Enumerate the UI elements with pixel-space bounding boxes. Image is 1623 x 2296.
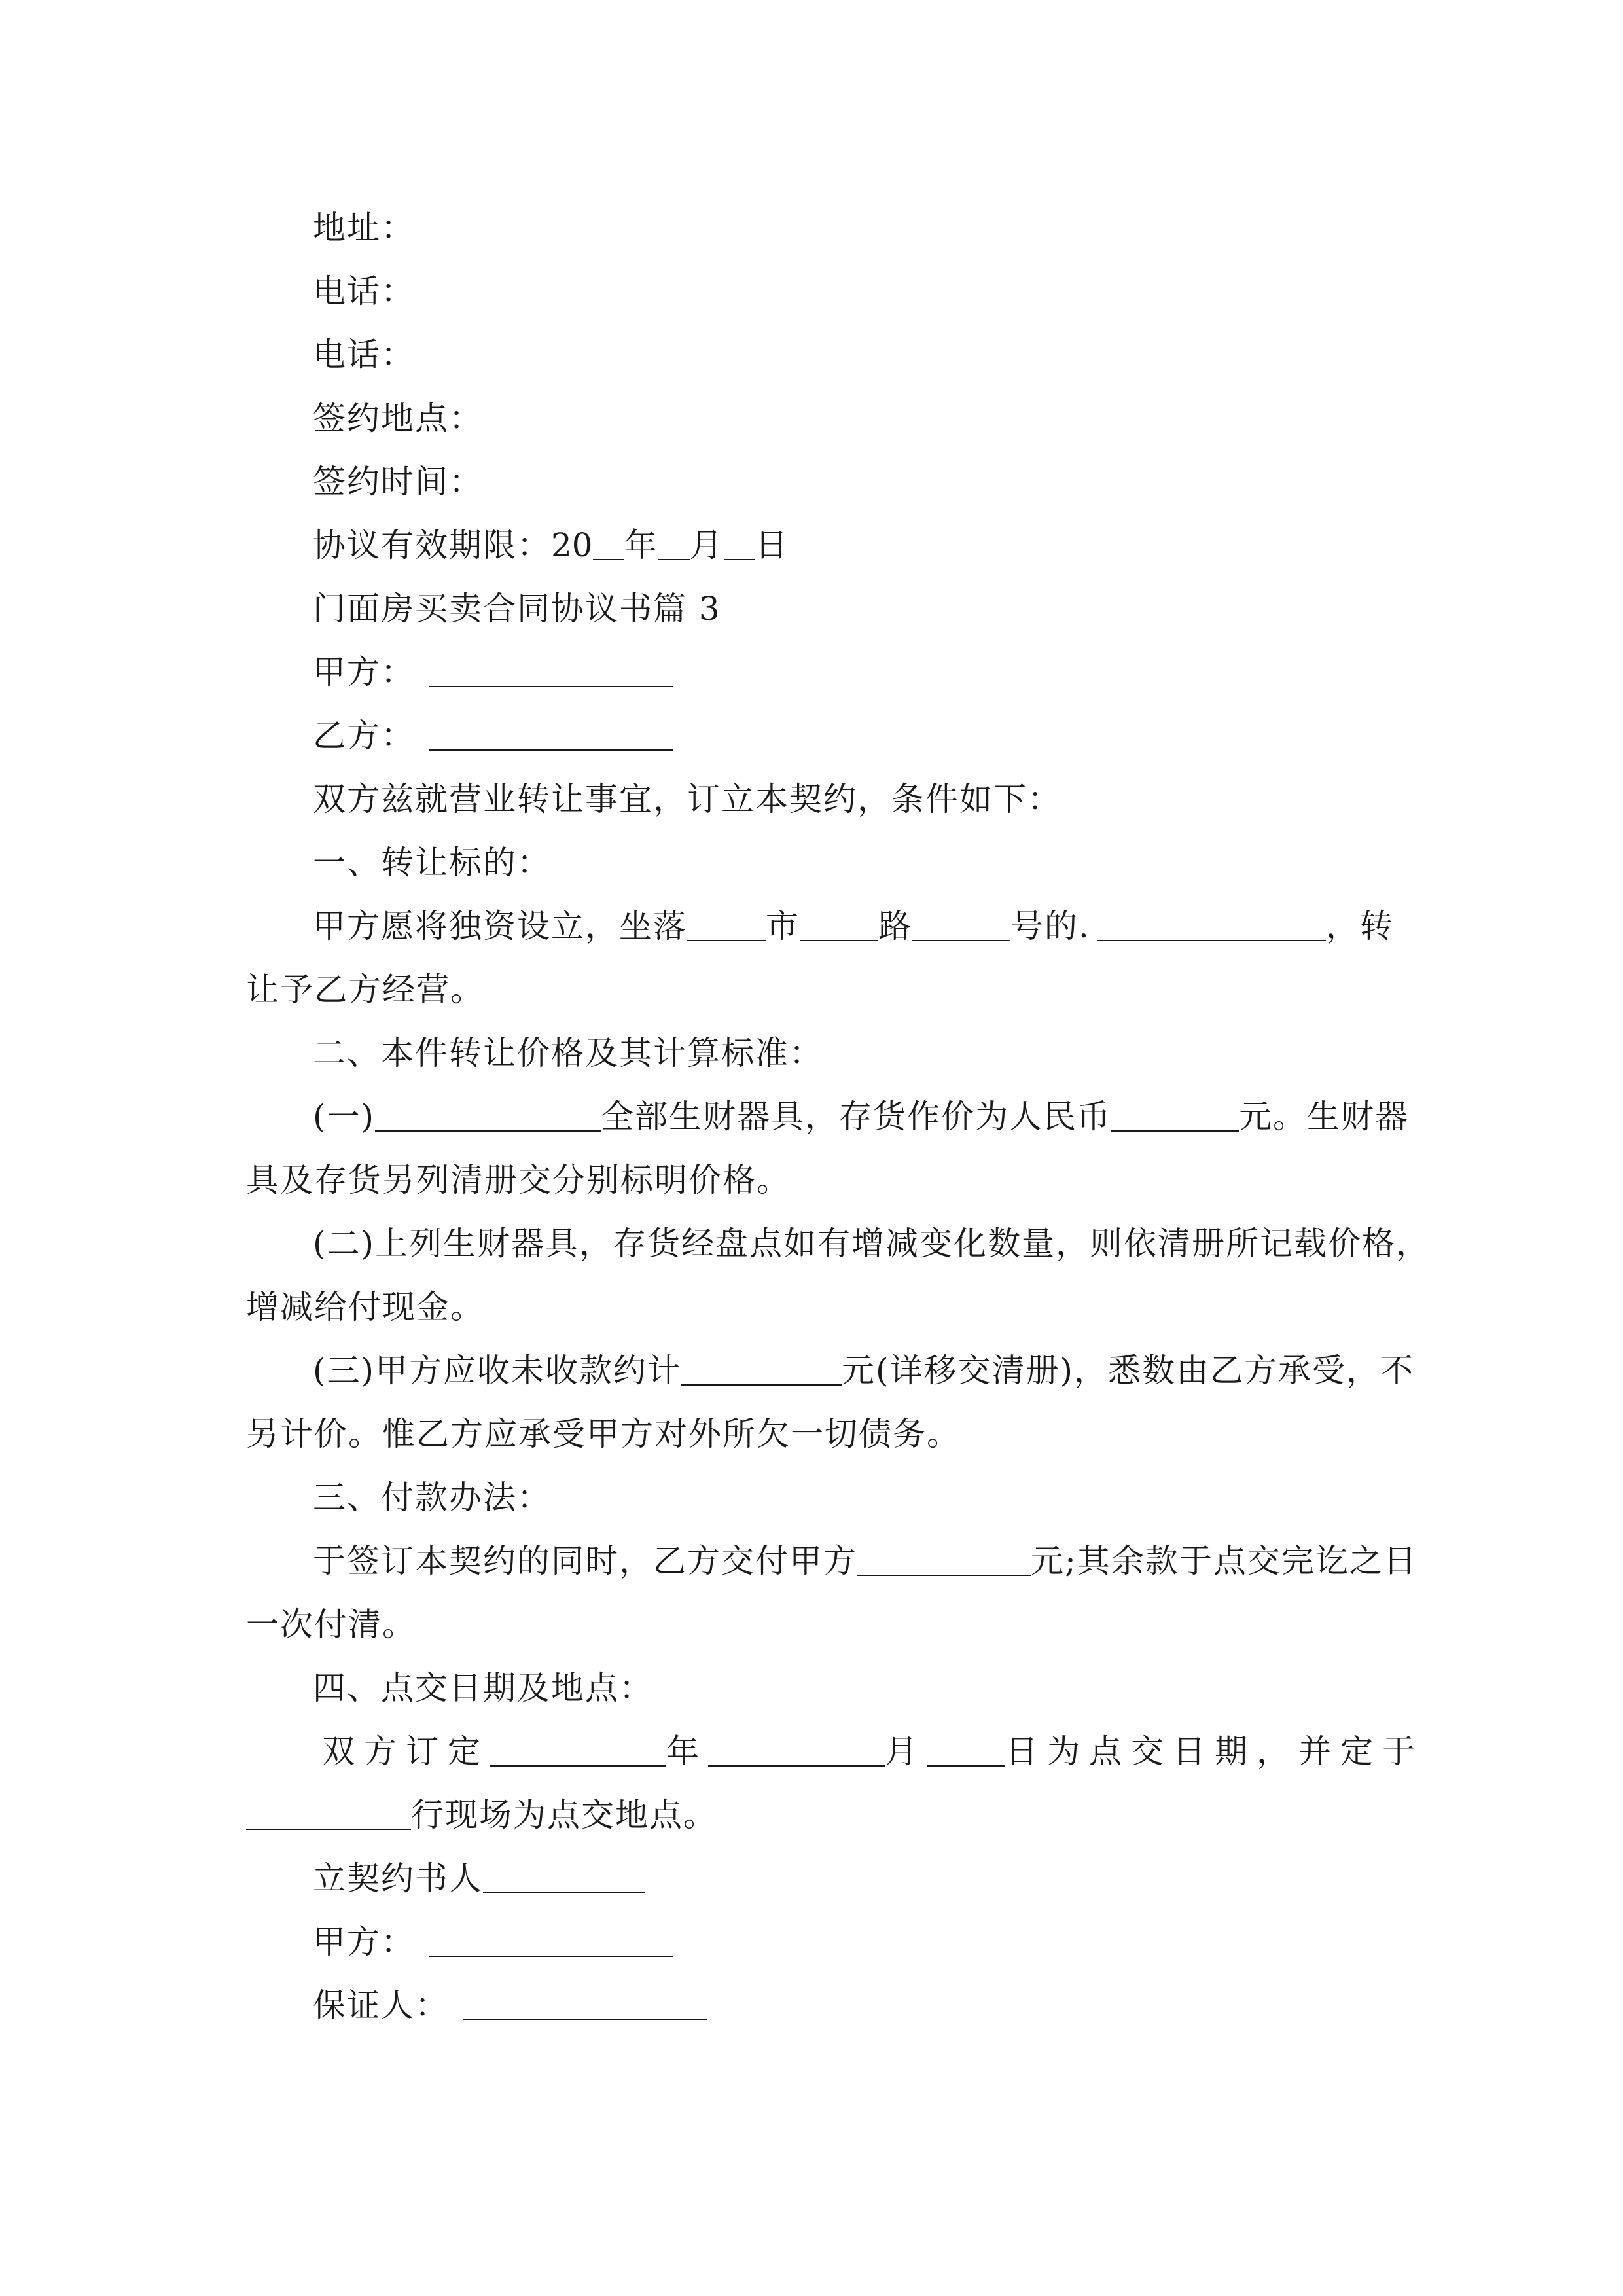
blank-equipment (375, 1104, 601, 1132)
section-1-text: 甲方愿将独资设立，坐落 市 路 号的. ，转 (313, 907, 1394, 945)
blank-handover-year (490, 1739, 666, 1767)
blank-sign-party-a (429, 1929, 673, 1957)
sign-party-a-line: 甲方： (313, 1922, 673, 1962)
section-2-item-2-cont: 增减给付现金。 (246, 1288, 484, 1326)
section-2-item-2: (二)上列生财器具，存货经盘点如有增减变化数量，则依清册所记载价格， (313, 1225, 1431, 1263)
blank-amount-1 (1111, 1104, 1239, 1132)
section-1-text-cont: 让予乙方经营。 (246, 971, 484, 1009)
section-3-text: 于签订本契约的同时，乙方交付甲方 元;其余款于点交完讫之日 (313, 1542, 1418, 1580)
section-3-text-cont: 一次付清。 (246, 1605, 416, 1643)
signer-line: 立契约书人 (313, 1859, 645, 1898)
section-3-heading: 三、付款办法： (313, 1479, 551, 1516)
section-4-text-cont: 行现场为点交地点。 (246, 1795, 717, 1835)
section-1-heading: 一、转让标的： (313, 844, 551, 882)
blank-payment (857, 1549, 1031, 1576)
blank-guarantor (463, 1993, 707, 2020)
section-2-item-3: (三)甲方应收未收款约计 元(详移交清册)，悉数由乙方承受，不 (313, 1352, 1415, 1390)
blank-road (800, 914, 878, 941)
blank-handover-month (708, 1739, 885, 1767)
blank-month (658, 533, 690, 560)
section-2-heading: 二、本件转让价格及其计算标准： (313, 1034, 823, 1072)
party-a-line: 甲方： (313, 653, 673, 692)
blank-number (912, 914, 1010, 941)
blank-receivable (681, 1358, 842, 1386)
blank-city (687, 914, 766, 941)
sign-time-line: 签约时间： (313, 463, 483, 501)
blank-party-b (429, 723, 673, 751)
blank-target (1097, 914, 1326, 941)
address-line: 地址： (313, 209, 415, 247)
blank-party-a (429, 660, 673, 687)
phone-line-2: 电话： (313, 336, 415, 374)
section-4-text: 双方订定 年 月 日为点交日期，并定于 (322, 1732, 1424, 1770)
section-4-heading: 四、点交日期及地点： (313, 1669, 653, 1707)
section-2-item-1-cont: 具及存货另列清册交分别标明价格。 (246, 1161, 791, 1199)
blank-signer (483, 1866, 645, 1893)
blank-year (593, 533, 624, 560)
validity-line: 协议有效期限：20 年 月 日 (313, 526, 789, 564)
section-2-item-1: (一) 全部生财器具，存货作价为人民币 元。生财器 (313, 1098, 1410, 1136)
blank-day (724, 533, 755, 560)
section-2-item-3-cont: 另计价。惟乙方应承受甲方对外所欠一切债务。 (246, 1415, 961, 1453)
blank-handover-day (927, 1739, 1005, 1767)
guarantor-line: 保证人： (313, 1986, 707, 2025)
party-b-line: 乙方： (313, 716, 673, 755)
section-title: 门面房买卖合同协议书篇 3 (313, 590, 721, 628)
phone-line-1: 电话： (313, 272, 415, 310)
sign-place-line: 签约地点： (313, 399, 483, 437)
intro-line: 双方兹就营业转让事宜，订立本契约，条件如下： (313, 780, 1061, 818)
blank-handover-place (246, 1803, 411, 1830)
